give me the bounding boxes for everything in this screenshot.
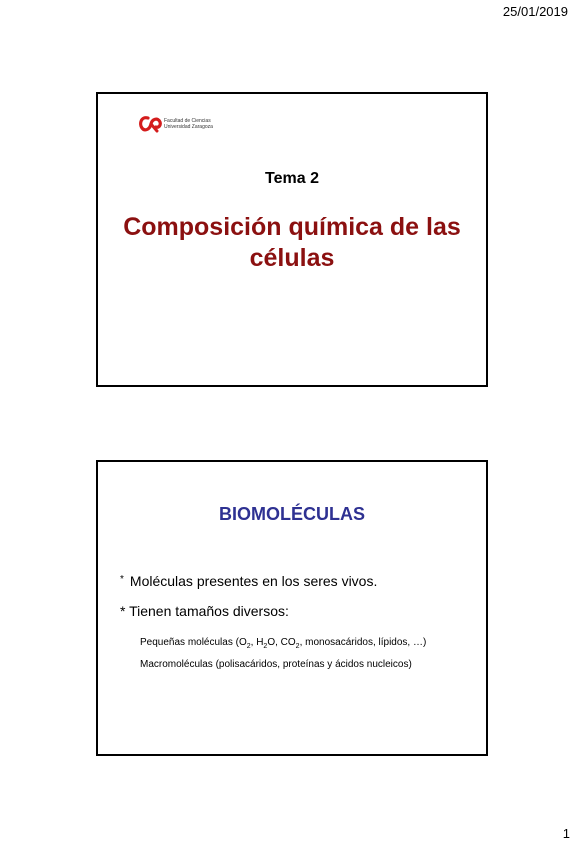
- slide-title: [98, 212, 486, 274]
- page-number: 1: [562, 826, 570, 841]
- university-logo: [138, 114, 213, 134]
- bullet-item-2: * Tienen tamaños diversos:: [120, 603, 289, 619]
- biomolecules-heading: BIOMOLÉCULAS: [219, 504, 365, 524]
- sub1-oco: O, CO: [267, 637, 296, 648]
- sub-item-small-molecules: [140, 637, 426, 650]
- logo-text-line-1: Facultad de Ciencias: [164, 118, 211, 124]
- slide-biomolecules: [96, 460, 488, 756]
- sub-item-macromolecules: Macromoléculas (polisacáridos, proteínas y ácidos nucleicos): [140, 659, 412, 670]
- sub1-h2-subscript: 2: [263, 643, 268, 650]
- logo-text-line-2: Universidad Zaragoza: [164, 124, 213, 130]
- bullet-marker: *: [120, 574, 124, 585]
- sub1-h: , H: [250, 637, 264, 648]
- slide-title-line-1: Composición química de las: [123, 213, 461, 241]
- sub1-suffix: , monosacáridos, lípidos, …): [299, 637, 427, 648]
- logo-text: [164, 118, 213, 130]
- logo-mark-icon: [138, 114, 162, 134]
- slide-title-line-2: células: [249, 244, 335, 272]
- sub1-co2-subscript: 2: [295, 643, 300, 650]
- sub1-o2-subscript: 2: [246, 643, 251, 650]
- slide-title-card: [96, 92, 488, 387]
- sub1-prefix: Pequeñas moléculas (O: [140, 637, 247, 648]
- header-date: 25/01/2019: [502, 4, 568, 19]
- topic-number: Tema 2: [265, 170, 319, 187]
- bullet-text-1: Moléculas presentes en los seres vivos.: [129, 573, 378, 589]
- bullet-item-1: [120, 573, 377, 589]
